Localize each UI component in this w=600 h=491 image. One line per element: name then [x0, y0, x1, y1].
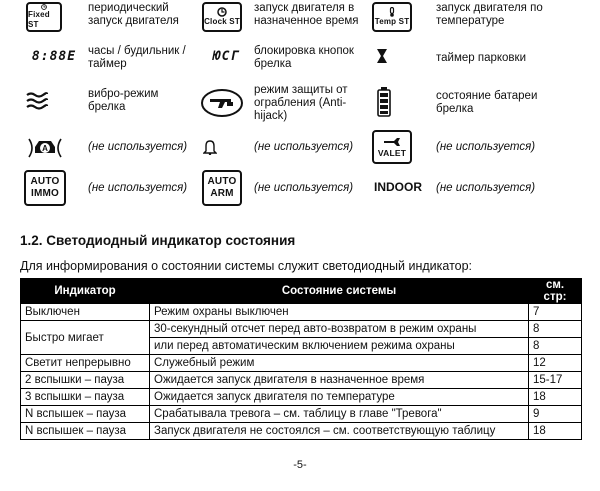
page-number: -5-: [293, 459, 307, 471]
table-row: [21, 321, 582, 338]
cell-page: 9: [529, 406, 582, 423]
cell-page: 12: [529, 355, 582, 372]
cell-indicator: 2 вспышки – пауза: [21, 372, 150, 389]
table-row: [21, 406, 582, 423]
table-row: [21, 355, 582, 372]
cell-state: Режим охраны выключен: [150, 304, 529, 321]
col-header-state: Состояние системы: [150, 279, 529, 304]
cell-indicator: N вспышек – пауза: [21, 406, 150, 423]
section-title: 1.2. Светодиодный индикатор состояния: [20, 233, 296, 248]
legend-label: запуск двигателя в назначенное время: [254, 2, 359, 27]
cell-indicator: N вспышек – пауза: [21, 423, 150, 440]
cell-state: Ожидается запуск двигателя в назначенное время: [150, 372, 529, 389]
temp-start-icon: Temp ST: [372, 2, 412, 32]
cell-indicator: 3 вспышки – пауза: [21, 389, 150, 406]
cell-page: 7: [529, 304, 582, 321]
cell-state: Служебный режим: [150, 355, 529, 372]
cell-page: 8: [529, 321, 582, 338]
col-header-indicator: Индикатор: [21, 279, 150, 304]
table-row: [21, 423, 582, 440]
legend-label: состояние батареи брелка: [436, 90, 538, 115]
lcd-clock-icon: 8:88E: [31, 48, 77, 64]
auto-immo-icon: AUTO IMMO: [24, 170, 66, 206]
legend-label: запуск двигателя по температуре: [436, 2, 543, 27]
cell-state: Ожидается запуск двигателя по температуре: [150, 389, 529, 406]
col-header-page: см. стр:: [529, 279, 582, 304]
cell-page: 18: [529, 423, 582, 440]
cell-page: 15-17: [529, 372, 582, 389]
lcd-lock-icon: ЮСГ: [212, 48, 240, 64]
valet-icon: [372, 130, 412, 164]
cell-indicator: Быстро мигает: [21, 321, 150, 355]
battery-icon: [376, 86, 392, 118]
legend-label: (не используется): [88, 141, 188, 153]
legend-label: периодический запуск двигателя: [88, 2, 179, 27]
indoor-icon: INDOOR: [374, 180, 422, 194]
vibration-icon: [24, 90, 50, 112]
cell-indicator: Светит непрерывно: [21, 355, 150, 372]
cell-state: или перед автоматическим включением режима охраны: [150, 338, 529, 355]
legend-label: таймер парковки: [436, 52, 526, 64]
clock-start-icon: Clock ST: [202, 2, 242, 32]
legend-label: (не используется): [436, 141, 536, 153]
valet-icon-text: VALET: [377, 148, 407, 158]
cell-page: 18: [529, 389, 582, 406]
table-row: [21, 389, 582, 406]
legend-label: (не используется): [254, 182, 354, 194]
legend-label: вибро-режим брелка: [88, 88, 159, 113]
legend-label: (не используется): [88, 182, 188, 194]
cell-indicator: Выключен: [21, 304, 150, 321]
legend-label: часы / будильник / таймер: [88, 45, 186, 70]
cell-page: 8: [529, 338, 582, 355]
cell-state: 30-секундный отсчет перед авто-возвратом в режим охраны: [150, 321, 529, 338]
cell-state: Запуск двигателя не состоялся – см. соответствующую таблицу: [150, 423, 529, 440]
legend-label: блокировка кнопок брелка: [254, 45, 354, 70]
cell-state: Срабатывала тревога – см. таблицу в главе "Тревога": [150, 406, 529, 423]
fixed-start-icon: Fixed ST: [26, 2, 62, 32]
car-icon: [24, 134, 66, 162]
svg-text:A: A: [42, 144, 48, 153]
bell-icon: [202, 138, 218, 156]
legend-label: (не используется): [254, 141, 354, 153]
legend-label: режим защиты от ограбления (Anti-hijack): [254, 84, 348, 122]
section-intro: Для информирования о состоянии системы служит светодиодный индикатор:: [20, 259, 473, 273]
table-header-row: [21, 279, 582, 304]
legend-label: (не используется): [436, 182, 536, 194]
hourglass-icon: [372, 46, 392, 66]
auto-arm-icon: AUTO ARM: [202, 170, 242, 206]
table-row: [21, 372, 582, 389]
table-row: [21, 304, 582, 321]
icon-legend: [0, 0, 600, 215]
led-status-table: [20, 278, 582, 440]
anti-hijack-icon: [200, 88, 244, 118]
